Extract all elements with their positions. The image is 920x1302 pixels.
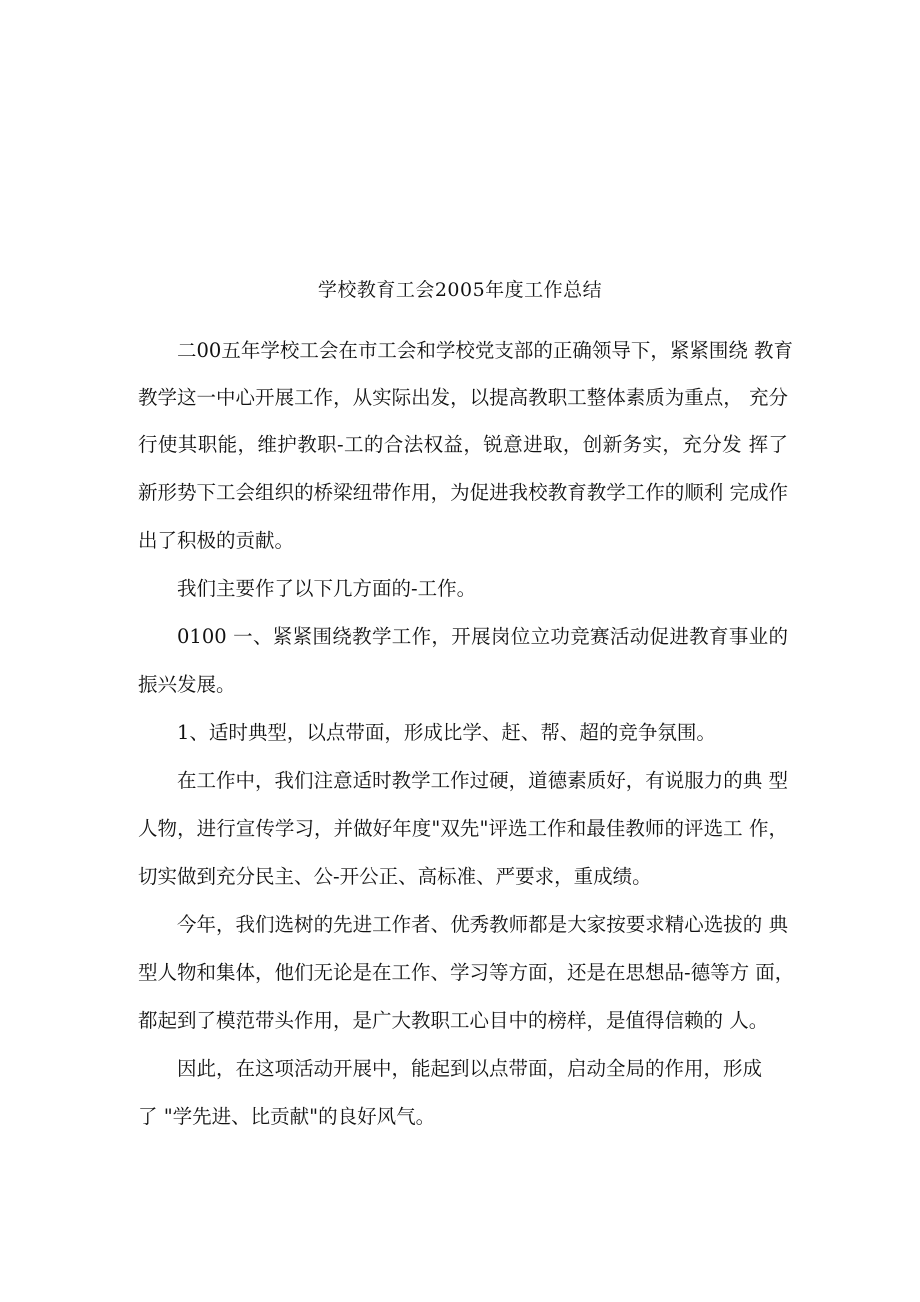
paragraph-line: 人物，进行宣传学习，并做好年度"双先"评选工作和最佳教师的评选工 作， <box>138 817 788 840</box>
subsection-heading: 1、适时典型，以点带面，形成比学、赶、帮、超的竞争氛围。 <box>177 721 716 744</box>
paragraph-line: 二00五年学校工会在市工会和学校党支部的正确领导下，紧紧围绕 教育 <box>177 339 794 362</box>
paragraph-line: 都起到了模范带头作用，是广大教职工心目中的榜样，是值得信赖的 人。 <box>138 1009 769 1032</box>
paragraph-line: 今年，我们选树的先进工作者、优秀教师都是大家按要求精心选拔的 典 <box>177 913 788 936</box>
paragraph-line: 出了积极的贡献。 <box>138 529 295 552</box>
document-title: 学校教育工会2005年度工作总结 <box>317 279 603 301</box>
paragraph-line: 我们主要作了以下几方面的-工作。 <box>177 577 477 600</box>
paragraph-line: 新形势下工会组织的桥梁纽带作用，为促进我校教育教学工作的顺利 完成作 <box>138 481 788 504</box>
paragraph-line: 型人物和集体，他们无论是在工作、学习等方面，还是在思想品-德等方 面， <box>138 961 795 984</box>
paragraph-line: 切实做到充分民主、公-开公正、高标准、严要求，重成绩。 <box>138 865 652 888</box>
paragraph-line: 了 "学先进、比贡献"的良好风气。 <box>138 1105 436 1128</box>
section-heading-line: 0100 一、紧紧围绕教学工作，开展岗位立功竞赛活动促进教育事业的 <box>177 625 788 648</box>
paragraph-line: 教学这一中心开展工作，从实际出发，以提高教职工整体素质为重点， 充分 <box>138 386 788 409</box>
section-heading-line: 振兴发展。 <box>138 673 236 696</box>
paragraph-line: 行使其职能，维护教职-工的合法权益，锐意进取，创新务实，充分发 挥了 <box>138 433 788 456</box>
paragraph-line: 因此，在这项活动开展中，能起到以点带面，启动全局的作用，形成 <box>177 1057 763 1080</box>
paragraph-line: 在工作中，我们注意适时教学工作过硬，道德素质好，有说服力的典 型 <box>177 769 788 792</box>
